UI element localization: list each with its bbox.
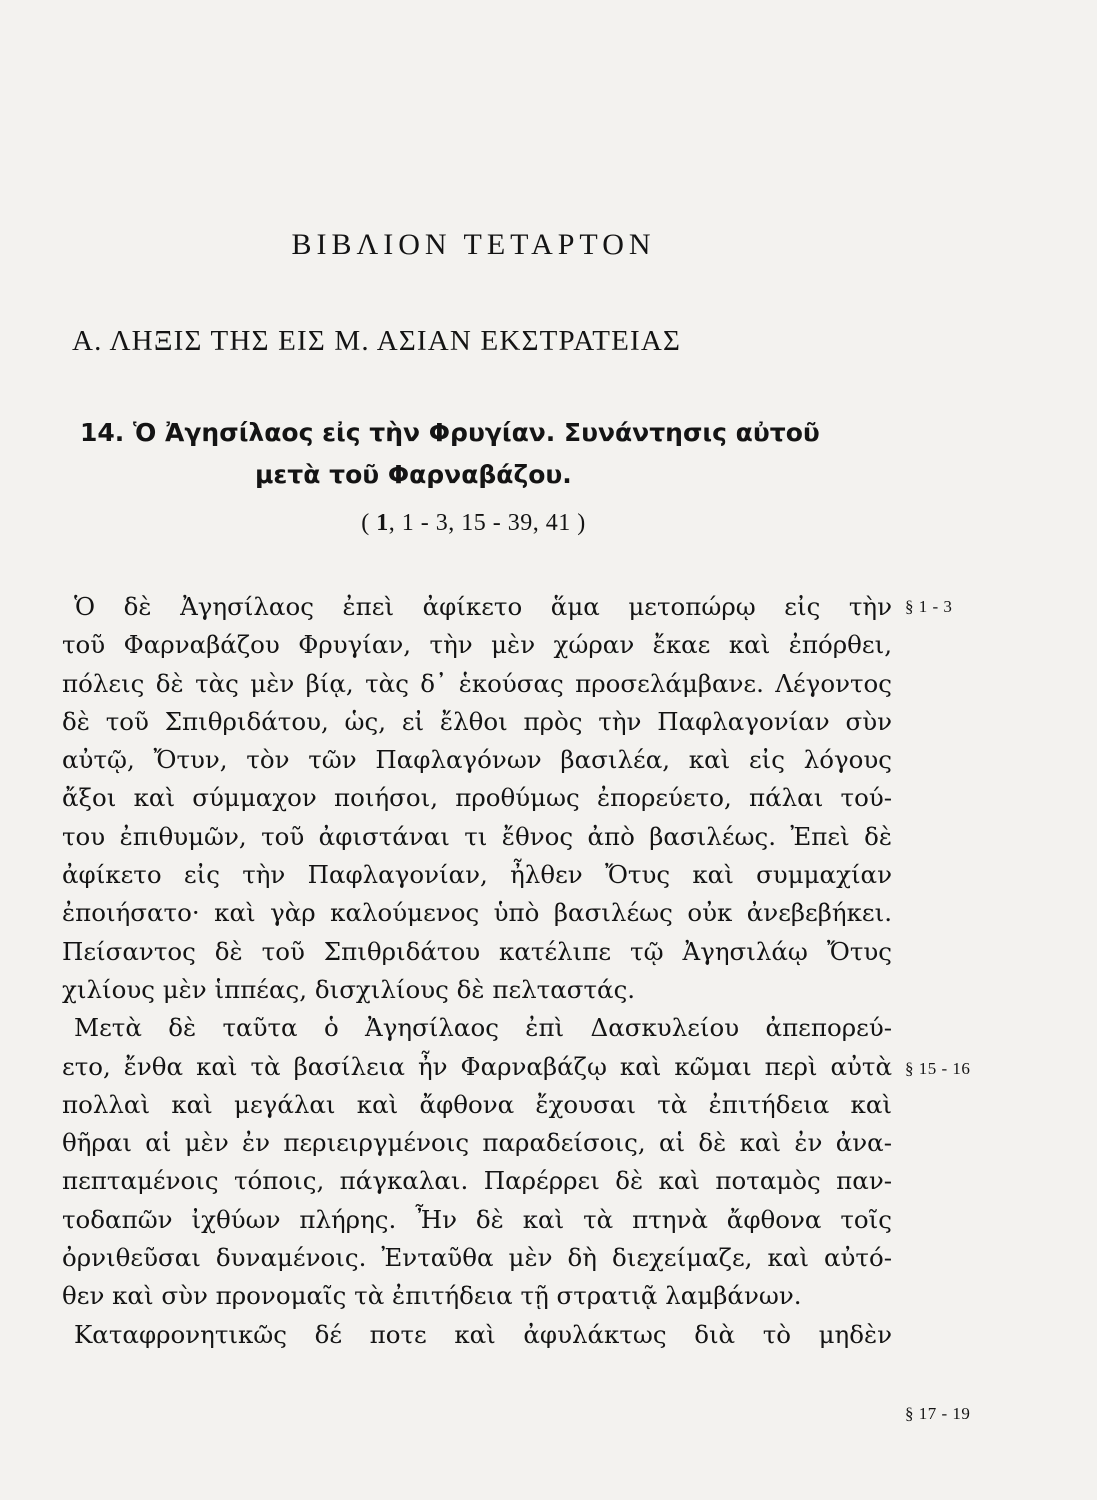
chapter-heading (80, 412, 840, 496)
text-line: ὀρνιθεῦσαι δυναμένοις. Ἐνταῦθα μὲν δὴ διεχείμαζε, καὶ αὐτό- (62, 1243, 892, 1273)
margin-reference: § 15 - 16 (905, 1059, 971, 1078)
text-line: ετο, ἔνθα καὶ τὰ βασίλεια ἦν Φαρναβάζῳ καὶ κῶμαι περὶ αὐτὰ (62, 1051, 892, 1081)
text-line: χιλίους μὲν ἱππέας, δισχιλίους δὲ πελταστάς. (62, 974, 636, 1004)
chapter-title-line1: Ὁ Ἀγησίλαος εἰς τὴν Φρυγίαν. Συνάντησις αὐτοῦ (133, 418, 820, 447)
text-line: του ἐπιθυμῶν, τοῦ ἀφιστάναι τι ἔθνος ἀπὸ βασιλέως. Ἐπεὶ δὲ (62, 821, 892, 851)
refs-close-paren: ) (577, 510, 586, 536)
text-line: θῆραι αἱ μὲν ἐν περιειργμένοις παραδείσοις, αἱ δὲ καὶ ἐν ἀνα- (62, 1128, 892, 1158)
text-line: θεν καὶ σὺν προνομαῖς τὰ ἐπιτήδεια τῇ στρατιᾷ λαμβάνων. (62, 1281, 802, 1311)
refs-open-paren: ( (361, 510, 370, 536)
section-title: Α. ΛΗΞΙΣ ΤΗΣ ΕΙΣ Μ. ΑΣΙΑΝ ΕΚΣΤΡΑΤΕΙΑΣ (72, 325, 682, 357)
text-line: ἐποιήσατο· καὶ γὰρ καλούμενος ὑπὸ βασιλέως οὐκ ἀνεβεβήκει. (62, 898, 892, 928)
chapter-title-line2: μετὰ τοῦ Φαρναβάζου. (255, 460, 572, 489)
text-line: πεπταμένοις τόποις, πάγκαλαι. Παρέρρει δὲ καὶ ποταμὸς παν- (62, 1166, 892, 1196)
text-line: ἄξοι καὶ σύμμαχον ποιήσοι, προθύμως ἐπορεύετο, πάλαι τού- (62, 783, 892, 813)
text-line: Μετὰ δὲ ταῦτα ὁ Ἀγησίλαος ἐπὶ Δασκυλείου ἀπεπορεύ- (74, 1013, 892, 1043)
body-text (62, 588, 892, 1354)
text-line: τοῦ Φαρναβάζου Φρυγίαν, τὴν μὲν χώραν ἔκαε καὶ ἐπόρθει, (62, 630, 892, 660)
text-line: πολλαὶ καὶ μεγάλαι καὶ ἄφθονα ἔχουσαι τὰ ἐπιτήδεια καὶ (62, 1089, 892, 1119)
book-title: ΒΙΒΛΙΟΝ ΤΕΤΑΡΤΟΝ (291, 228, 656, 261)
text-line: Καταφρονητικῶς δέ ποτε καὶ ἀφυλάκτως διὰ τὸ μηδὲν (74, 1319, 892, 1349)
refs-ranges: , 1 - 3, 15 - 39, 41 (388, 510, 571, 536)
margin-reference: § 1 - 3 (905, 597, 953, 616)
chapter-number: 14. (80, 418, 125, 447)
refs-book-number: 1 (376, 510, 389, 536)
text-line: τοδαπῶν ἰχθύων πλήρης. Ἦν δὲ καὶ τὰ πτηνὰ ἄφθονα τοῖς (62, 1204, 892, 1234)
text-line: Πείσαντος δὲ τοῦ Σπιθριδάτου κατέλιπε τῷ Ἀγησιλάῳ Ὄτυς (62, 936, 892, 966)
text-line: Ὁ δὲ Ἀγησίλαος ἐπεὶ ἀφίκετο ἅμα μετοπώρῳ εἰς τὴν (74, 592, 892, 621)
text-line: ἀφίκετο εἰς τὴν Παφλαγονίαν, ἦλθεν Ὄτυς καὶ συμμαχίαν (62, 860, 892, 890)
text-line: αὐτῷ, Ὄτυν, τὸν τῶν Παφλαγόνων βασιλέα, καὶ εἰς λόγους (62, 745, 892, 775)
text-line: δὲ τοῦ Σπιθριδάτου, ὡς, εἰ ἔλθοι πρὸς τὴν Παφλαγονίαν σὺν (62, 706, 892, 736)
margin-reference: § 17 - 19 (905, 1404, 971, 1423)
source-references (0, 510, 1097, 537)
text-line: πόλεις δὲ τὰς μὲν βίᾳ, τὰς δ᾽ ἑκούσας προσελάμβανε. Λέγοντος (62, 668, 892, 698)
